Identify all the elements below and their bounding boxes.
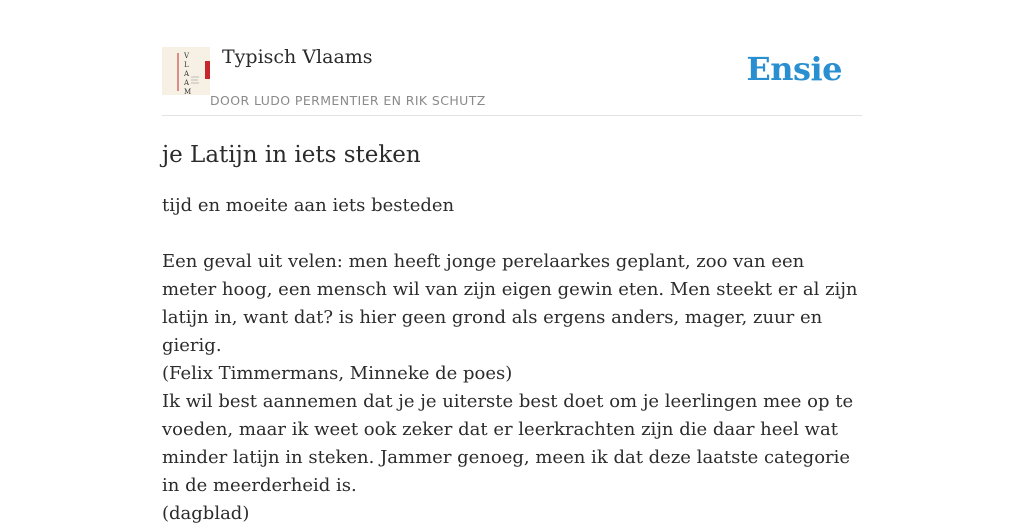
svg-text:M: M xyxy=(184,88,192,96)
ensie-logo-link[interactable]: Ensie xyxy=(746,50,842,88)
entry-term: je Latijn in iets steken xyxy=(162,142,421,168)
entry-definition: tijd en moeite aan iets besteden xyxy=(162,195,455,216)
example-quote: Een geval uit velen: men heeft jonge perelaarkes geplant, zoo van een meter hoog, een mensch wil van zijn eigen gewin eten. Men steekt er al zijn latijn in, want dat? is hier geen grond als ergens anders, mager, zuur en gierig. xyxy=(162,251,858,356)
example-quote: Ik wil best aannemen dat je je uiterste best doet om je leerlingen mee op te voeden, maar ik weet ook zeker dat er leerkrachten zijn die daar heel wat minder latijn in steken. Jammer genoeg, meen ik dat deze laatste categorie in de meerderheid is. xyxy=(162,391,854,496)
svg-text:A: A xyxy=(184,79,190,87)
entry-header xyxy=(162,40,862,116)
entry-card xyxy=(162,40,862,528)
book-cover-icon[interactable] xyxy=(162,47,210,95)
entry-examples xyxy=(162,248,862,528)
example-source: (Felix Timmermans, Minneke de poes) xyxy=(162,363,513,384)
book-title[interactable]: Typisch Vlaams xyxy=(222,46,373,68)
example-source: (dagblad) xyxy=(162,503,250,524)
svg-text:A: A xyxy=(184,70,190,78)
book-authors: DOOR LUDO PERMENTIER EN RIK SCHUTZ xyxy=(210,93,486,108)
svg-text:V: V xyxy=(184,52,190,60)
svg-text:L: L xyxy=(184,61,189,69)
